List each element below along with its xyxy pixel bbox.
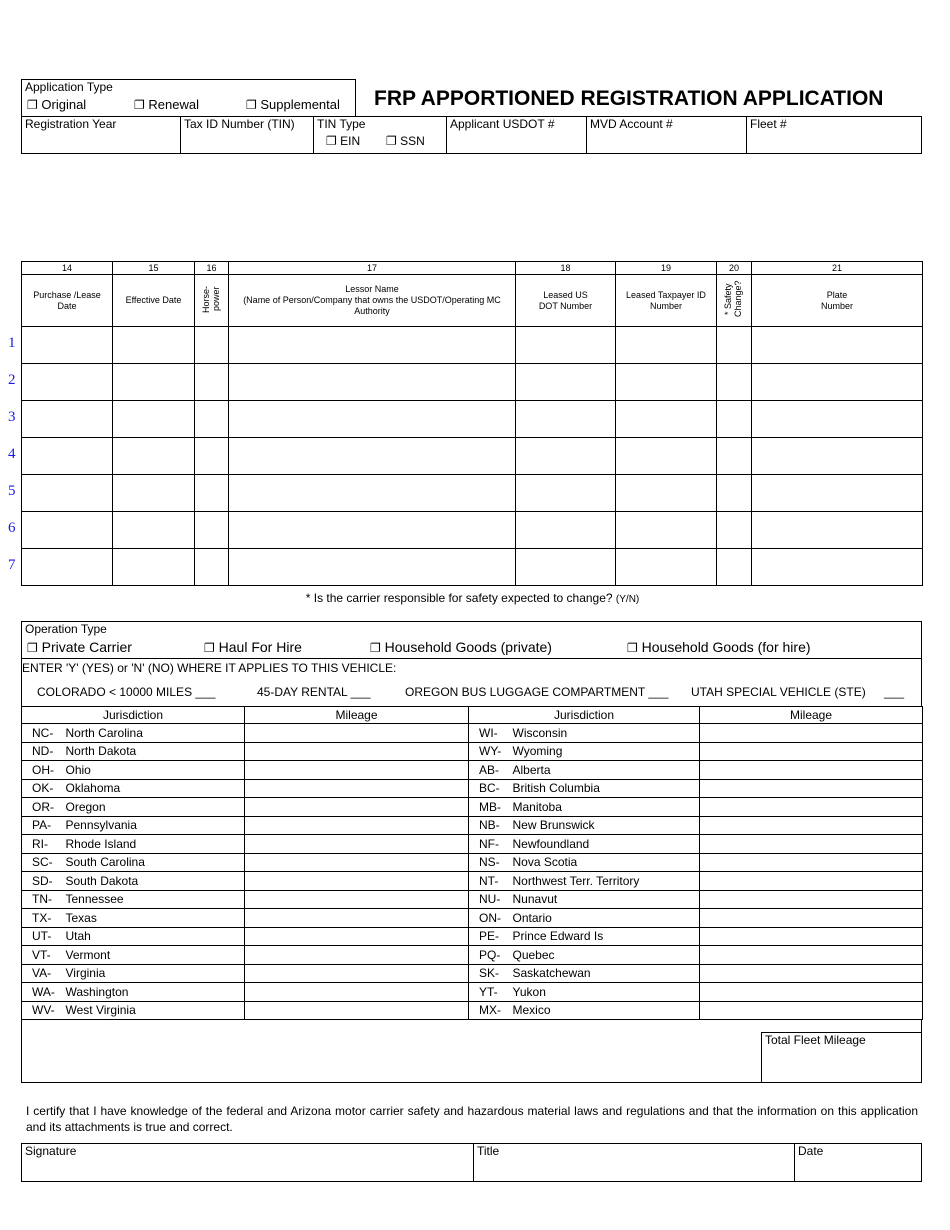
vehicle-row bbox=[22, 475, 923, 512]
jurisdiction-code: PQ- bbox=[469, 946, 513, 965]
private-carrier-label: Private Carrier bbox=[41, 639, 132, 655]
jurisdiction-header: Jurisdiction bbox=[469, 707, 700, 724]
column-number: 15 bbox=[113, 262, 195, 275]
jurisdiction-code: PE- bbox=[469, 927, 513, 946]
jurisdiction-code: WI- bbox=[469, 724, 513, 743]
jurisdiction-code: NS- bbox=[469, 853, 513, 872]
vehicle-cell[interactable] bbox=[516, 401, 616, 438]
vehicle-cell[interactable] bbox=[752, 438, 923, 475]
title-field[interactable] bbox=[473, 1143, 795, 1182]
vehicle-cell[interactable] bbox=[113, 401, 195, 438]
jurisdiction-code: NC- bbox=[22, 724, 66, 743]
vehicle-cell[interactable] bbox=[195, 401, 229, 438]
jurisdiction-name: New Brunswick bbox=[513, 816, 700, 835]
tin-type-label: TIN Type bbox=[317, 117, 366, 131]
jurisdiction-name: Wisconsin bbox=[513, 724, 700, 743]
mileage-input[interactable] bbox=[700, 890, 923, 909]
vehicle-cell[interactable] bbox=[616, 364, 717, 401]
jurisdiction-code: OR- bbox=[22, 798, 66, 817]
operation-type-box bbox=[21, 621, 922, 659]
jurisdiction-name: West Virginia bbox=[66, 1001, 245, 1020]
vehicle-cell[interactable] bbox=[229, 549, 516, 586]
purchase-lease-date-header: Purchase /Lease Date bbox=[22, 275, 113, 327]
mileage-input[interactable] bbox=[245, 1001, 469, 1020]
vehicle-cell[interactable] bbox=[752, 512, 923, 549]
lessor-name-subtitle: (Name of Person/Company that owns the USDOT/Operating MC Authority bbox=[243, 295, 501, 316]
vehicle-cell[interactable] bbox=[195, 438, 229, 475]
fleet-field[interactable] bbox=[746, 116, 922, 154]
mileage-input[interactable] bbox=[700, 909, 923, 928]
jurisdiction-name: Utah bbox=[66, 927, 245, 946]
jurisdiction-row bbox=[22, 872, 923, 891]
jurisdiction-code: WA- bbox=[22, 983, 66, 1002]
mileage-input[interactable] bbox=[245, 872, 469, 891]
mileage-input[interactable] bbox=[245, 835, 469, 854]
signature-label: Signature bbox=[25, 1144, 77, 1158]
total-fleet-mileage-label: Total Fleet Mileage bbox=[765, 1033, 866, 1047]
vehicle-cell[interactable] bbox=[752, 549, 923, 586]
vehicle-cell[interactable] bbox=[717, 438, 752, 475]
vehicle-cell[interactable] bbox=[229, 327, 516, 364]
mileage-input[interactable] bbox=[700, 816, 923, 835]
rental-flag[interactable]: 45-DAY RENTAL ___ bbox=[257, 685, 371, 699]
vehicle-cell[interactable] bbox=[22, 327, 113, 364]
jurisdiction-row bbox=[22, 798, 923, 817]
jurisdiction-row bbox=[22, 724, 923, 743]
vehicle-cell[interactable] bbox=[616, 438, 717, 475]
flags-instruction: ENTER 'Y' (YES) or 'N' (NO) WHERE IT APPLIES TO THIS VEHICLE: bbox=[22, 661, 397, 675]
jurisdiction-name: Manitoba bbox=[513, 798, 700, 817]
lessor-name-title: Lessor Name bbox=[345, 284, 399, 294]
vehicle-cell[interactable] bbox=[113, 327, 195, 364]
vehicle-cell[interactable] bbox=[616, 327, 717, 364]
vehicle-cell[interactable] bbox=[113, 549, 195, 586]
haul-for-hire-label: Haul For Hire bbox=[218, 639, 302, 655]
vehicle-row bbox=[22, 438, 923, 475]
jurisdiction-code: UT- bbox=[22, 927, 66, 946]
household-goods-private-label: Household Goods (private) bbox=[384, 639, 552, 655]
jurisdiction-name: Mexico bbox=[513, 1001, 700, 1020]
vehicle-cell[interactable] bbox=[113, 512, 195, 549]
jurisdiction-name: Texas bbox=[66, 909, 245, 928]
mileage-input[interactable] bbox=[700, 724, 923, 743]
vehicle-cell[interactable] bbox=[752, 401, 923, 438]
date-label: Date bbox=[798, 1144, 824, 1158]
vehicle-cell[interactable] bbox=[752, 364, 923, 401]
jurisdiction-name: South Carolina bbox=[66, 853, 245, 872]
row-number: 5 bbox=[8, 483, 16, 499]
jurisdiction-code: WV- bbox=[22, 1001, 66, 1020]
jurisdiction-row bbox=[22, 853, 923, 872]
signature-field[interactable] bbox=[21, 1143, 474, 1182]
column-number: 16 bbox=[195, 262, 229, 275]
jurisdiction-row bbox=[22, 816, 923, 835]
jurisdiction-code: SC- bbox=[22, 853, 66, 872]
jurisdiction-name: Ohio bbox=[66, 761, 245, 780]
vehicle-cell[interactable] bbox=[717, 327, 752, 364]
mileage-input[interactable] bbox=[245, 983, 469, 1002]
jurisdiction-code: TN- bbox=[22, 890, 66, 909]
vehicle-cell[interactable] bbox=[113, 438, 195, 475]
vehicle-cell[interactable] bbox=[229, 475, 516, 512]
checkbox-icon: ❐ bbox=[246, 98, 257, 112]
mileage-input[interactable] bbox=[700, 983, 923, 1002]
jurisdiction-table bbox=[21, 706, 923, 1020]
jurisdiction-code: VT- bbox=[22, 946, 66, 965]
column-number: 14 bbox=[22, 262, 113, 275]
mileage-input[interactable] bbox=[700, 742, 923, 761]
vehicle-cell[interactable] bbox=[22, 475, 113, 512]
jurisdiction-code: MX- bbox=[469, 1001, 513, 1020]
mileage-input[interactable] bbox=[245, 890, 469, 909]
jurisdiction-code: BC- bbox=[469, 779, 513, 798]
original-checkbox[interactable] bbox=[27, 97, 86, 112]
jurisdiction-name: British Columbia bbox=[513, 779, 700, 798]
jurisdiction-code: VA- bbox=[22, 964, 66, 983]
vehicle-cell[interactable] bbox=[717, 401, 752, 438]
mileage-input[interactable] bbox=[700, 798, 923, 817]
mileage-input[interactable] bbox=[700, 779, 923, 798]
vehicle-cell[interactable] bbox=[717, 549, 752, 586]
jurisdiction-code: NT- bbox=[469, 872, 513, 891]
page-title: FRP APPORTIONED REGISTRATION APPLICATION bbox=[374, 87, 884, 110]
vehicle-cell[interactable] bbox=[516, 438, 616, 475]
jurisdiction-row bbox=[22, 1001, 923, 1020]
jurisdiction-name: Northwest Terr. Territory bbox=[513, 872, 700, 891]
vehicle-cell[interactable] bbox=[195, 549, 229, 586]
row-number: 6 bbox=[8, 520, 16, 536]
safety-footnote-yn: (Y/N) bbox=[615, 594, 640, 605]
vehicle-cell[interactable] bbox=[616, 401, 717, 438]
fleet-label: Fleet # bbox=[750, 117, 787, 131]
horsepower-header-text: Horse-power bbox=[200, 285, 221, 313]
registration-year-label: Registration Year bbox=[25, 117, 117, 131]
effective-date-header: Effective Date bbox=[113, 275, 195, 327]
renewal-label: Renewal bbox=[148, 97, 199, 112]
mileage-input[interactable] bbox=[245, 816, 469, 835]
jurisdiction-row bbox=[22, 779, 923, 798]
safety-footnote-text: * Is the carrier responsible for safety expected to change? bbox=[305, 591, 613, 605]
mvd-account-label: MVD Account # bbox=[590, 117, 673, 131]
jurisdiction-code: AB- bbox=[469, 761, 513, 780]
jurisdiction-code: RI- bbox=[22, 835, 66, 854]
jurisdiction-name: Oregon bbox=[66, 798, 245, 817]
vehicle-row bbox=[22, 401, 923, 438]
vehicle-cell[interactable] bbox=[717, 364, 752, 401]
vehicle-cell[interactable] bbox=[195, 475, 229, 512]
plate-number-header: Plate Number bbox=[752, 275, 923, 327]
vehicle-cell[interactable] bbox=[717, 512, 752, 549]
jurisdiction-code: YT- bbox=[469, 983, 513, 1002]
jurisdiction-name: Nunavut bbox=[513, 890, 700, 909]
row-number: 2 bbox=[8, 372, 16, 388]
jurisdiction-row bbox=[22, 761, 923, 780]
ein-checkbox[interactable] bbox=[326, 134, 360, 148]
checkbox-icon: ❐ bbox=[134, 98, 145, 112]
jurisdiction-name: Washington bbox=[66, 983, 245, 1002]
leased-usdot-header: Leased US DOT Number bbox=[516, 275, 616, 327]
lessor-name-header bbox=[229, 275, 516, 327]
mileage-input[interactable] bbox=[700, 835, 923, 854]
jurisdiction-name: Newfoundland bbox=[513, 835, 700, 854]
private-carrier-checkbox[interactable] bbox=[27, 639, 132, 655]
safety-change-header bbox=[717, 275, 752, 327]
supplemental-label: Supplemental bbox=[260, 97, 340, 112]
safety-footnote bbox=[0, 591, 945, 605]
mvd-account-field[interactable] bbox=[586, 116, 747, 154]
mileage-input[interactable] bbox=[245, 742, 469, 761]
mileage-input[interactable] bbox=[245, 761, 469, 780]
horsepower-header bbox=[195, 275, 229, 327]
registration-year-field[interactable] bbox=[21, 116, 181, 154]
checkbox-icon: ❐ bbox=[204, 641, 215, 655]
mileage-header: Mileage bbox=[245, 707, 469, 724]
haul-for-hire-checkbox[interactable] bbox=[204, 639, 302, 655]
jurisdiction-row bbox=[22, 927, 923, 946]
jurisdiction-name: North Carolina bbox=[66, 724, 245, 743]
tin-label: Tax ID Number (TIN) bbox=[184, 117, 295, 131]
mileage-input[interactable] bbox=[700, 761, 923, 780]
mileage-input[interactable] bbox=[700, 946, 923, 965]
vehicle-row bbox=[22, 327, 923, 364]
jurisdiction-row bbox=[22, 909, 923, 928]
checkbox-icon: ❐ bbox=[370, 641, 381, 655]
vehicle-cell[interactable] bbox=[229, 438, 516, 475]
vehicle-cell[interactable] bbox=[616, 475, 717, 512]
row-number: 4 bbox=[8, 446, 16, 462]
row-number: 1 bbox=[8, 335, 16, 351]
tin-field[interactable] bbox=[180, 116, 314, 154]
mileage-input[interactable] bbox=[700, 1001, 923, 1020]
vehicle-cell[interactable] bbox=[22, 364, 113, 401]
safety-change-header-text: * Safety Change? bbox=[723, 280, 743, 318]
vehicle-cell[interactable] bbox=[22, 512, 113, 549]
mileage-input[interactable] bbox=[245, 927, 469, 946]
vehicle-cell[interactable] bbox=[752, 327, 923, 364]
mileage-input[interactable] bbox=[245, 964, 469, 983]
jurisdiction-code: ND- bbox=[22, 742, 66, 761]
operation-type-label: Operation Type bbox=[25, 622, 107, 636]
jurisdiction-row bbox=[22, 835, 923, 854]
column-number: 19 bbox=[616, 262, 717, 275]
checkbox-icon: ❐ bbox=[627, 641, 638, 655]
vehicle-table bbox=[21, 261, 923, 586]
title-label: Title bbox=[477, 1144, 500, 1158]
total-fleet-mileage-field[interactable] bbox=[761, 1032, 922, 1083]
ein-label: EIN bbox=[340, 134, 361, 148]
mileage-input[interactable] bbox=[245, 798, 469, 817]
vehicle-cell[interactable] bbox=[22, 401, 113, 438]
vehicle-cell[interactable] bbox=[717, 475, 752, 512]
jurisdiction-code: NU- bbox=[469, 890, 513, 909]
jurisdiction-name: Vermont bbox=[66, 946, 245, 965]
ssn-label: SSN bbox=[400, 134, 425, 148]
vehicle-cell[interactable] bbox=[516, 364, 616, 401]
mileage-input[interactable] bbox=[245, 779, 469, 798]
oregon-flag[interactable]: OREGON BUS LUGGAGE COMPARTMENT ___ bbox=[405, 685, 669, 699]
supplemental-checkbox[interactable] bbox=[246, 97, 340, 112]
jurisdiction-row bbox=[22, 983, 923, 1002]
application-type-label: Application Type bbox=[25, 80, 113, 94]
vehicle-cell[interactable] bbox=[22, 438, 113, 475]
ssn-checkbox[interactable] bbox=[386, 134, 425, 148]
vehicle-row bbox=[22, 364, 923, 401]
jurisdiction-row bbox=[22, 742, 923, 761]
original-label: Original bbox=[41, 97, 87, 112]
jurisdiction-row bbox=[22, 964, 923, 983]
jurisdiction-name: Ontario bbox=[513, 909, 700, 928]
jurisdiction-header: Jurisdiction bbox=[22, 707, 245, 724]
mileage-input[interactable] bbox=[700, 872, 923, 891]
column-number: 21 bbox=[752, 262, 923, 275]
jurisdiction-row bbox=[22, 946, 923, 965]
household-goods-private-checkbox[interactable] bbox=[370, 639, 552, 655]
application-type-box bbox=[21, 79, 356, 117]
jurisdiction-name: Rhode Island bbox=[66, 835, 245, 854]
jurisdiction-name: Nova Scotia bbox=[513, 853, 700, 872]
checkbox-icon: ❐ bbox=[27, 641, 38, 655]
vehicle-flags-box bbox=[21, 658, 922, 707]
date-field[interactable] bbox=[794, 1143, 922, 1182]
mileage-input[interactable] bbox=[700, 927, 923, 946]
vehicle-cell[interactable] bbox=[229, 401, 516, 438]
jurisdiction-name: Alberta bbox=[513, 761, 700, 780]
usdot-field[interactable] bbox=[446, 116, 587, 154]
household-goods-hire-label: Household Goods (for hire) bbox=[641, 639, 811, 655]
jurisdiction-name: South Dakota bbox=[66, 872, 245, 891]
jurisdiction-code: OK- bbox=[22, 779, 66, 798]
jurisdiction-code: SD- bbox=[22, 872, 66, 891]
row-number: 3 bbox=[8, 409, 16, 425]
vehicle-cell[interactable] bbox=[22, 549, 113, 586]
jurisdiction-code: WY- bbox=[469, 742, 513, 761]
renewal-checkbox[interactable] bbox=[134, 97, 199, 112]
jurisdiction-code: SK- bbox=[469, 964, 513, 983]
vehicle-cell[interactable] bbox=[195, 364, 229, 401]
vehicle-cell[interactable] bbox=[616, 512, 717, 549]
usdot-label: Applicant USDOT # bbox=[450, 117, 555, 131]
jurisdiction-name: Quebec bbox=[513, 946, 700, 965]
utah-flag-blank[interactable]: ___ bbox=[884, 685, 905, 699]
certification-text: I certify that I have knowledge of the federal and Arizona motor carrier safety and hazardous material laws and regulations and that the information on this application and its attachments is true and correct. bbox=[26, 1104, 918, 1134]
jurisdiction-name: Virginia bbox=[66, 964, 245, 983]
vehicle-cell[interactable] bbox=[516, 327, 616, 364]
mileage-input[interactable] bbox=[245, 909, 469, 928]
utah-flag: UTAH SPECIAL VEHICLE (STE) bbox=[691, 685, 866, 699]
colorado-flag[interactable]: COLORADO < 10000 MILES ___ bbox=[37, 685, 216, 699]
jurisdiction-code: ON- bbox=[469, 909, 513, 928]
jurisdiction-name: Oklahoma bbox=[66, 779, 245, 798]
tin-type-field bbox=[313, 116, 447, 154]
jurisdiction-code: TX- bbox=[22, 909, 66, 928]
jurisdiction-code: NF- bbox=[469, 835, 513, 854]
column-number: 18 bbox=[516, 262, 616, 275]
jurisdiction-name: Tennessee bbox=[66, 890, 245, 909]
mileage-input[interactable] bbox=[245, 724, 469, 743]
vehicle-cell[interactable] bbox=[516, 475, 616, 512]
checkbox-icon: ❐ bbox=[386, 134, 397, 148]
column-number: 20 bbox=[717, 262, 752, 275]
jurisdiction-code: NB- bbox=[469, 816, 513, 835]
vehicle-cell[interactable] bbox=[195, 512, 229, 549]
vehicle-row bbox=[22, 512, 923, 549]
mileage-input[interactable] bbox=[700, 853, 923, 872]
jurisdiction-name: Yukon bbox=[513, 983, 700, 1002]
vehicle-cell[interactable] bbox=[113, 475, 195, 512]
jurisdiction-code: MB- bbox=[469, 798, 513, 817]
row-number: 7 bbox=[8, 557, 16, 573]
mileage-input[interactable] bbox=[245, 946, 469, 965]
vehicle-cell[interactable] bbox=[229, 512, 516, 549]
jurisdiction-code: OH- bbox=[22, 761, 66, 780]
jurisdiction-name: North Dakota bbox=[66, 742, 245, 761]
vehicle-cell[interactable] bbox=[752, 475, 923, 512]
vehicle-cell[interactable] bbox=[113, 364, 195, 401]
vehicle-cell[interactable] bbox=[195, 327, 229, 364]
jurisdiction-name: Pennsylvania bbox=[66, 816, 245, 835]
vehicle-cell[interactable] bbox=[516, 549, 616, 586]
mileage-input[interactable] bbox=[245, 853, 469, 872]
mileage-header: Mileage bbox=[700, 707, 923, 724]
checkbox-icon: ❐ bbox=[27, 98, 38, 112]
leased-taxpayer-id-header: Leased Taxpayer ID Number bbox=[616, 275, 717, 327]
checkbox-icon: ❐ bbox=[326, 134, 337, 148]
jurisdiction-name: Wyoming bbox=[513, 742, 700, 761]
vehicle-cell[interactable] bbox=[616, 549, 717, 586]
jurisdiction-row bbox=[22, 890, 923, 909]
jurisdiction-name: Prince Edward Is bbox=[513, 927, 700, 946]
vehicle-cell[interactable] bbox=[516, 512, 616, 549]
column-number: 17 bbox=[229, 262, 516, 275]
household-goods-hire-checkbox[interactable] bbox=[627, 639, 811, 655]
vehicle-row bbox=[22, 549, 923, 586]
vehicle-cell[interactable] bbox=[229, 364, 516, 401]
mileage-input[interactable] bbox=[700, 964, 923, 983]
jurisdiction-name: Saskatchewan bbox=[513, 964, 700, 983]
jurisdiction-code: PA- bbox=[22, 816, 66, 835]
